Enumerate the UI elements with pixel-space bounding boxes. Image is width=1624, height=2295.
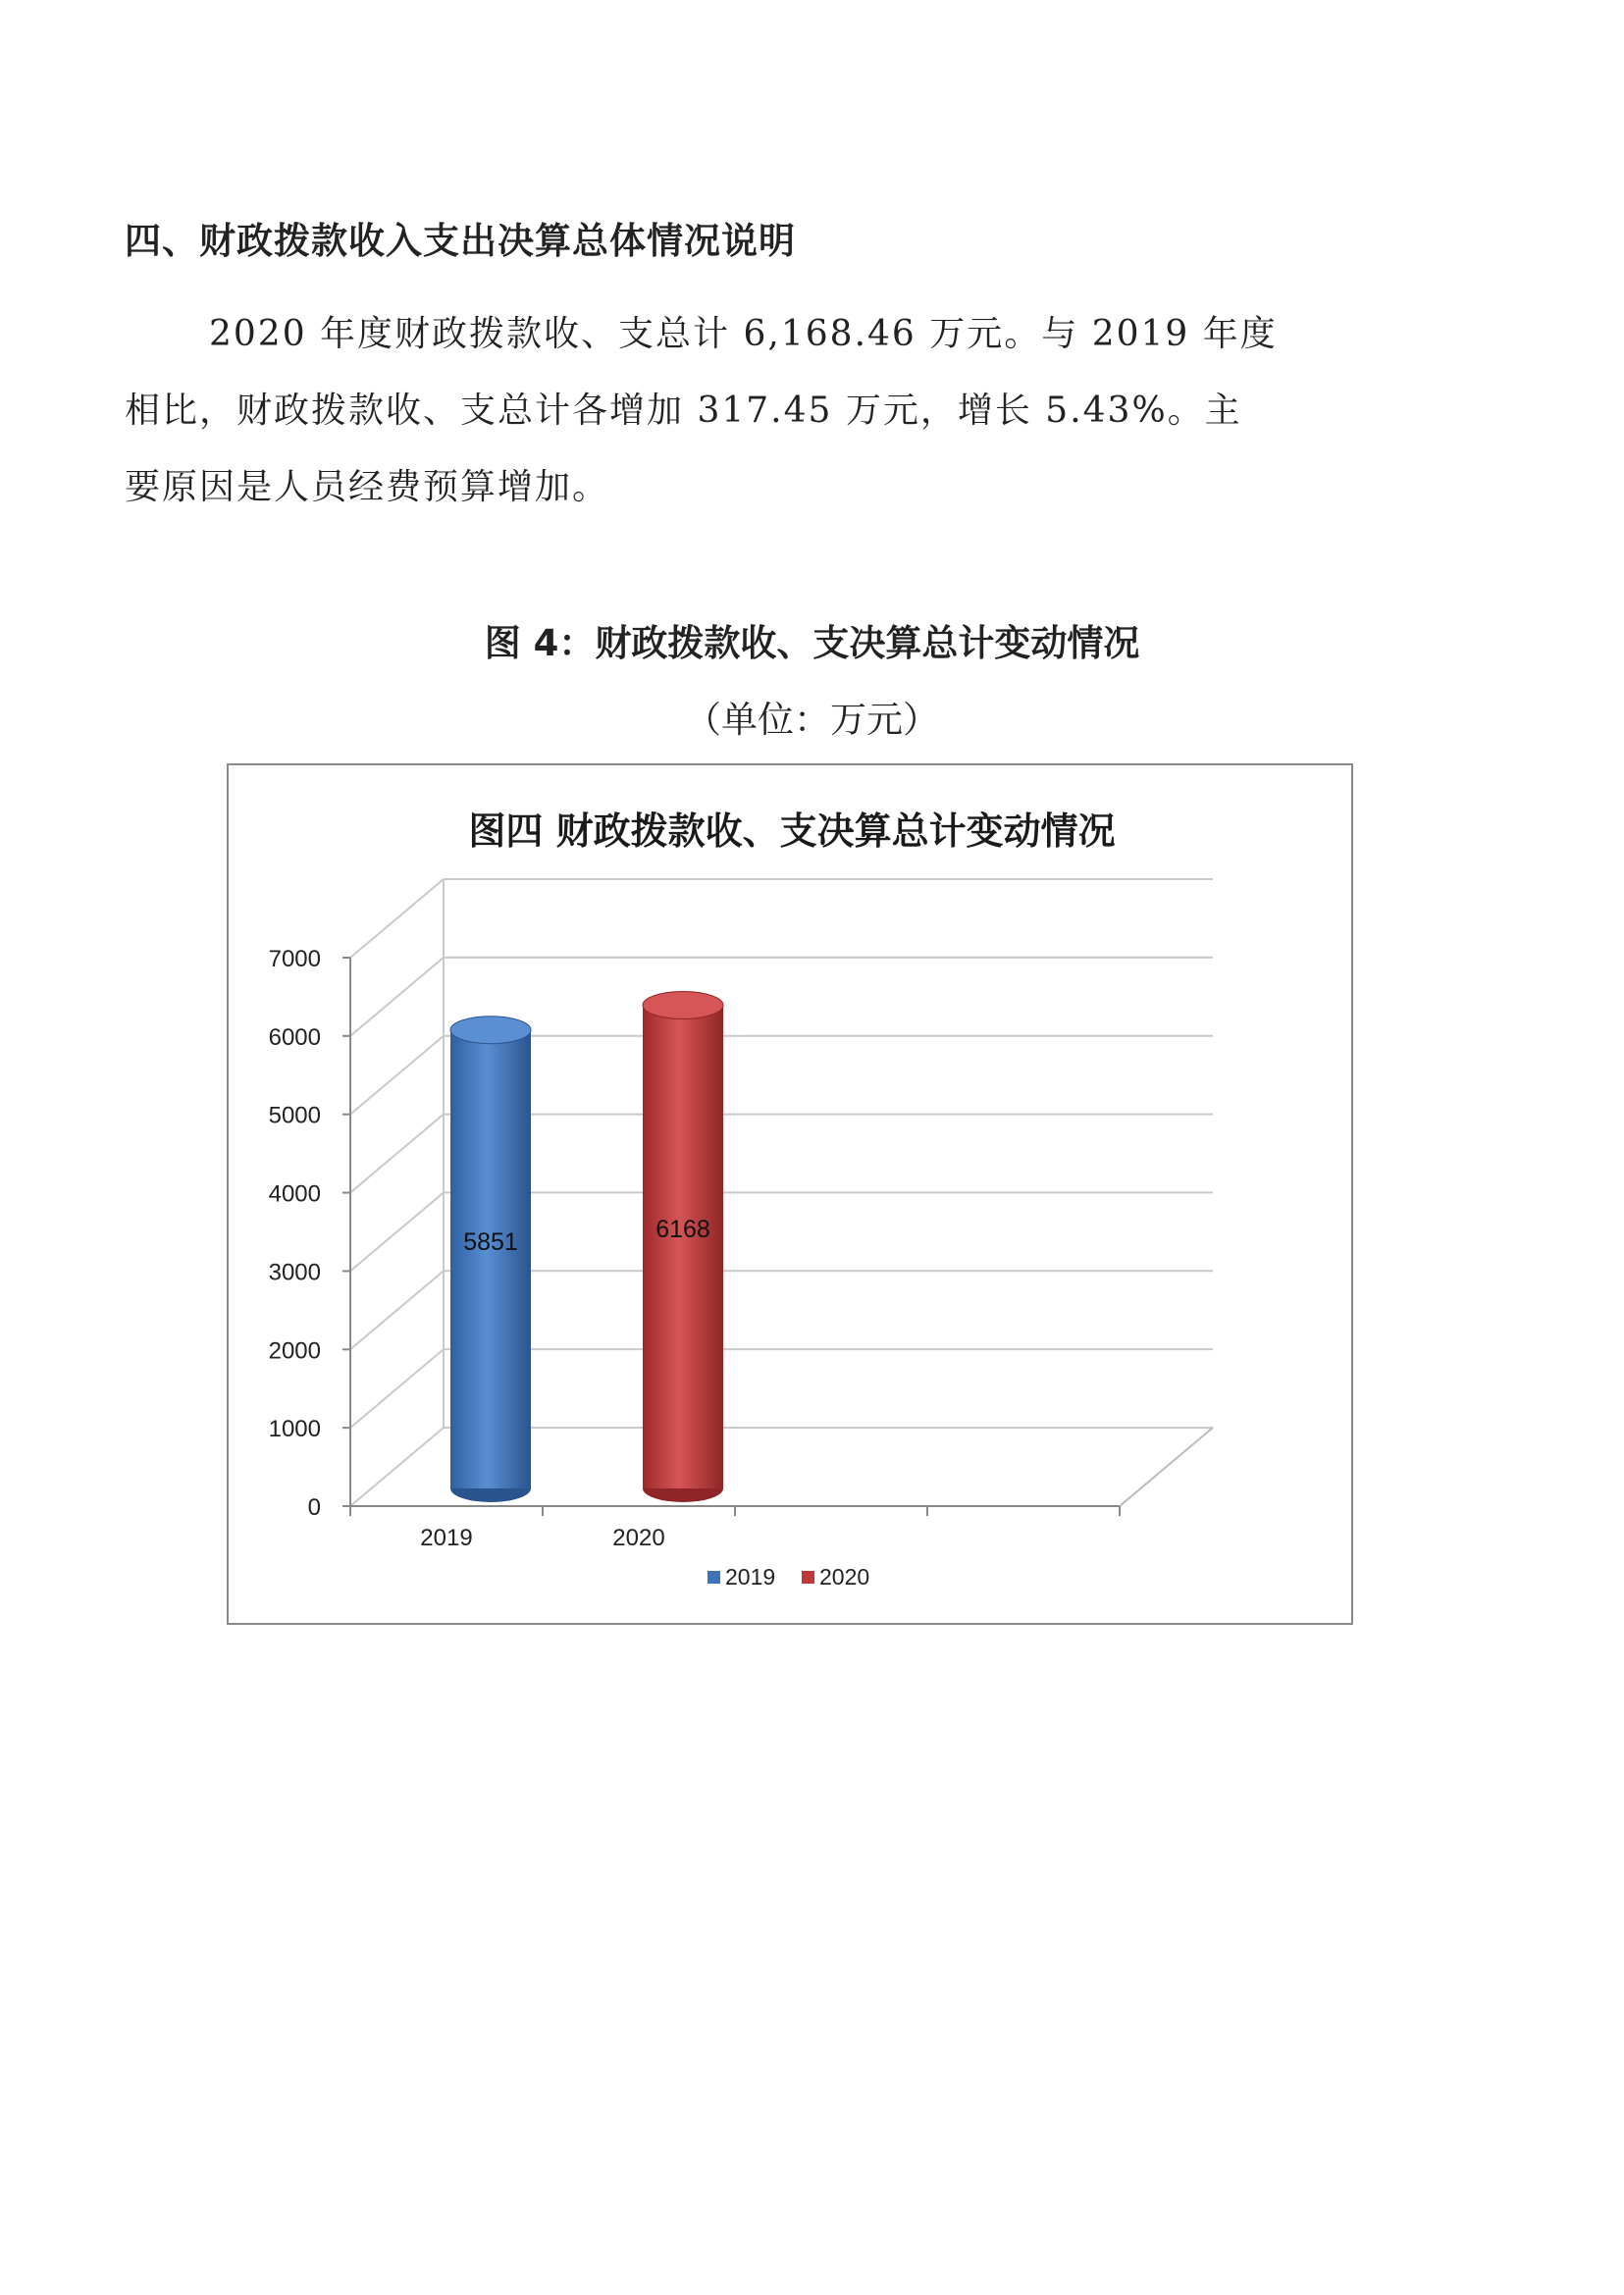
legend-swatch-2020 bbox=[802, 1571, 814, 1584]
side-gridline bbox=[350, 1036, 444, 1115]
bar-2020-top bbox=[643, 991, 723, 1018]
side-gridline bbox=[350, 1192, 444, 1271]
figure-unit: （单位：万元） bbox=[685, 699, 939, 741]
y-tick-label: 2000 bbox=[268, 1337, 321, 1365]
paragraph-line-1: 2020 年度财政拨款收、支总计 6,168.46 万元。与 2019 年度 bbox=[209, 314, 1278, 354]
side-gridline bbox=[350, 958, 444, 1036]
side-gridline bbox=[350, 1349, 444, 1428]
y-tick-label: 3000 bbox=[268, 1259, 321, 1286]
y-tick-label: 6000 bbox=[268, 1023, 321, 1051]
y-tick-label: 5000 bbox=[268, 1102, 321, 1129]
x-tick-label-2019: 2019 bbox=[420, 1525, 473, 1551]
bar-2019 bbox=[450, 1030, 531, 1488]
paragraph-line-3: 要原因是人员经费预算增加。 bbox=[125, 467, 610, 507]
legend-label-2019: 2019 bbox=[725, 1564, 776, 1590]
x-tick-label-2020: 2020 bbox=[612, 1525, 665, 1551]
floor-right-edge bbox=[1120, 1428, 1213, 1506]
side-gridline bbox=[350, 879, 444, 958]
legend-swatch-2019 bbox=[707, 1571, 720, 1584]
side-gridline bbox=[350, 1428, 444, 1506]
bar-chart bbox=[229, 765, 1351, 1623]
figure-caption: 图 4：财政拨款收、支决算总计变动情况 bbox=[484, 622, 1140, 664]
data-label-2019: 5851 bbox=[463, 1228, 518, 1257]
side-gridline bbox=[350, 1115, 444, 1193]
legend-label-2020: 2020 bbox=[819, 1564, 870, 1590]
y-tick-label: 0 bbox=[307, 1494, 321, 1521]
y-tick-label: 4000 bbox=[268, 1180, 321, 1208]
data-label-2020: 6168 bbox=[655, 1215, 710, 1243]
y-tick-label: 1000 bbox=[268, 1416, 321, 1443]
bar-2019-top bbox=[450, 1017, 531, 1044]
chart-frame bbox=[227, 763, 1353, 1625]
y-tick-label: 7000 bbox=[268, 946, 321, 972]
chart-title: 图四 财政拨款收、支决算总计变动情况 bbox=[468, 808, 1116, 853]
bar-2020 bbox=[643, 1005, 723, 1488]
section-heading: 四、财政拨款收入支出决算总体情况说明 bbox=[125, 220, 796, 262]
side-gridline bbox=[350, 1271, 444, 1349]
paragraph-line-2: 相比，财政拨款收、支总计各增加 317.45 万元，增长 5.43%。主 bbox=[125, 391, 1242, 431]
